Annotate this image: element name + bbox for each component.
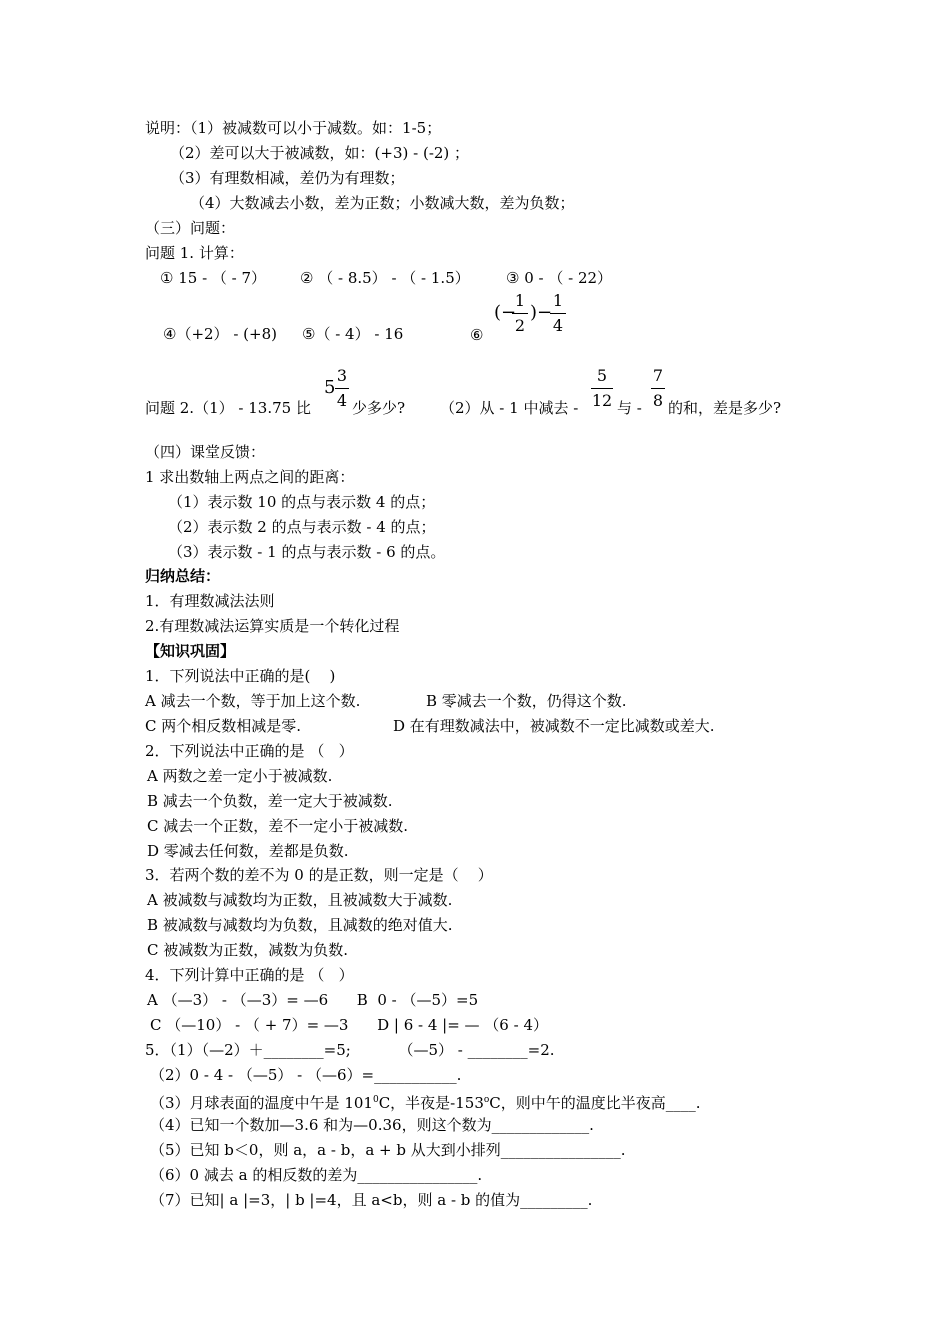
q4-stem: 4．下列计算中正确的是 （ ） <box>145 966 354 984</box>
q2-fraction-5-12 <box>591 366 613 411</box>
q2-f1-numerator: 3 <box>336 366 348 385</box>
q5-l3-part-c: C，则中午的温度比半夜高____. <box>489 1094 701 1112</box>
q5-line-7: （7）已知| a |=3，| b |=4，且 a<b，则 a - b 的值为_________. <box>150 1191 593 1209</box>
q3-option-a: A 被减数与减数均为正数，且被减数大于减数. <box>147 891 453 909</box>
summary-item-2: 2.有理数减法运算实质是一个转化过程 <box>145 617 400 635</box>
q2-mixed-whole: 5 <box>324 377 336 398</box>
q5-l3-part-b: C，半夜是-153 <box>378 1094 484 1112</box>
calc-6-f1-denominator: 2 <box>514 316 526 335</box>
fraction-bar <box>591 388 613 389</box>
q2-stem: 2．下列说法中正确的是 （ ） <box>145 742 354 760</box>
degree-sign: o <box>483 1095 490 1105</box>
calc-6-f1-numerator: 1 <box>514 291 526 310</box>
q2-part-d: 与 - <box>617 399 642 417</box>
q5-line-4: （4）已知一个数加—3.6 和为—0.36，则这个数为_____________. <box>150 1116 594 1134</box>
q5-line-1: 5．（1）（—2）＋________=5; （—5） - ________=2. <box>145 1041 555 1059</box>
q5-line-6: （6）0 减去 a 的相反数的差为________________. <box>150 1166 483 1184</box>
q1-stem: 1．下列说法中正确的是( ) <box>145 667 336 685</box>
q4-options-ab: A （—3） - （—3）= —6 B 0 - （—5）=5 <box>147 991 479 1009</box>
q2-f3-numerator: 7 <box>652 366 664 385</box>
q2-part-e: 的和，差是多少? <box>668 399 782 417</box>
q1-option-d: D 在有理数减法中，被减数不一定比减数或差大. <box>393 717 715 735</box>
q3-option-b: B 被减数与减数均为负数，且减数的绝对值大. <box>147 916 453 934</box>
calc-6-label: ⑥ <box>470 326 484 344</box>
q1-option-b: B 零减去一个数，仍得这个数. <box>426 692 627 710</box>
fraction-bar <box>335 388 349 389</box>
calc-3: ③ 0 - （ - 22） <box>506 269 613 287</box>
degree-sign: 0 <box>372 1095 379 1105</box>
q4-options-cd: C （—10） - （ + 7）= —3 D | 6 - 4 |= — （6 - 4） <box>150 1016 548 1034</box>
q3-stem: 3．若两个数的差不为 0 的是正数，则一定是（ ） <box>145 866 493 884</box>
q2-f1-denominator: 4 <box>336 391 348 410</box>
q2-fraction-7-8 <box>651 366 665 411</box>
section-3-title: （三）问题： <box>145 219 236 237</box>
explain-line-3: （3）有理数相减，差仍为有理数； <box>170 169 405 187</box>
q2-option-d: D 零减去任何数，差都是负数. <box>147 842 349 860</box>
calc-6-f2-denominator: 4 <box>552 316 564 335</box>
q2-part-a: 问题 2.（1） - 13.75 比 <box>145 399 311 417</box>
q2-f2-denominator: 12 <box>591 391 613 410</box>
q5-l3-part-a: （3）月球表面的温度中午是 101 <box>150 1094 373 1112</box>
calc-6-mid: )− <box>530 302 553 323</box>
fraction-bar <box>512 313 528 314</box>
q1-option-a: A 减去一个数，等于加上这个数. <box>145 692 361 710</box>
q2-f3-denominator: 8 <box>652 391 664 410</box>
calc-6-fraction-1 <box>512 291 528 336</box>
summary-item-1: 1．有理数减法法则 <box>145 592 275 610</box>
feedback-item-2: （2）表示数 2 的点与表示数 - 4 的点； <box>168 518 436 536</box>
q5-line-2: （2）0 - 4 - （—5） - （—6）=___________. <box>150 1066 462 1084</box>
summary-title: 归纳总结： <box>145 567 221 585</box>
feedback-item-1: （1）表示数 10 的点与表示数 4 的点； <box>168 493 436 511</box>
q2-option-b: B 减去一个负数，差一定大于被减数. <box>147 792 393 810</box>
consolidate-title: 【知识巩固】 <box>145 642 236 660</box>
calc-6-f2-numerator: 1 <box>552 291 564 310</box>
q3-option-c: C 被减数为正数，减数为负数. <box>147 941 349 959</box>
explain-line-2: （2）差可以大于被减数，如：(+3) - (-2) ； <box>170 144 470 162</box>
q5-line-5: （5）已知 b＜0，则 a，a - b，a + b 从大到小排列________________. <box>150 1141 626 1159</box>
feedback-intro: 1 求出数轴上两点之间的距离： <box>145 468 355 486</box>
calc-6-open: (− <box>494 302 517 323</box>
calc-5: ⑤（ - 4） - 16 <box>302 325 404 343</box>
q1-option-c: C 两个相反数相减是零. <box>145 717 302 735</box>
section-4-title: （四）课堂反馈： <box>145 443 266 461</box>
explain-line-4: （4）大数减去小数，差为正数；小数减大数，差为负数； <box>190 194 575 212</box>
question-1-label: 问题 1. 计算： <box>145 244 244 262</box>
feedback-item-3: （3）表示数 - 1 的点与表示数 - 6 的点。 <box>168 543 446 561</box>
q2-part-c: （2）从 - 1 中减去 - <box>440 399 579 417</box>
q2-f2-numerator: 5 <box>596 366 608 385</box>
q2-part-b: 少多少? <box>352 399 406 417</box>
calc-6-fraction-2 <box>550 291 566 336</box>
calc-2: ② （ - 8.5） - （ - 1.5） <box>300 269 470 287</box>
q2-option-c: C 减去一个正数，差不一定小于被减数. <box>147 817 409 835</box>
fraction-bar <box>550 313 566 314</box>
calc-4: ④（+2） - (+8) <box>163 325 277 343</box>
q2-option-a: A 两数之差一定小于被减数. <box>147 767 333 785</box>
fraction-bar <box>651 388 665 389</box>
explain-line-1: 说明：（1）被减数可以小于减数。如：1-5； <box>145 119 442 137</box>
q5-line-3 <box>150 1090 701 1113</box>
q2-fraction-3-4 <box>335 366 349 411</box>
calc-1: ① 15 - （ - 7） <box>160 269 267 287</box>
